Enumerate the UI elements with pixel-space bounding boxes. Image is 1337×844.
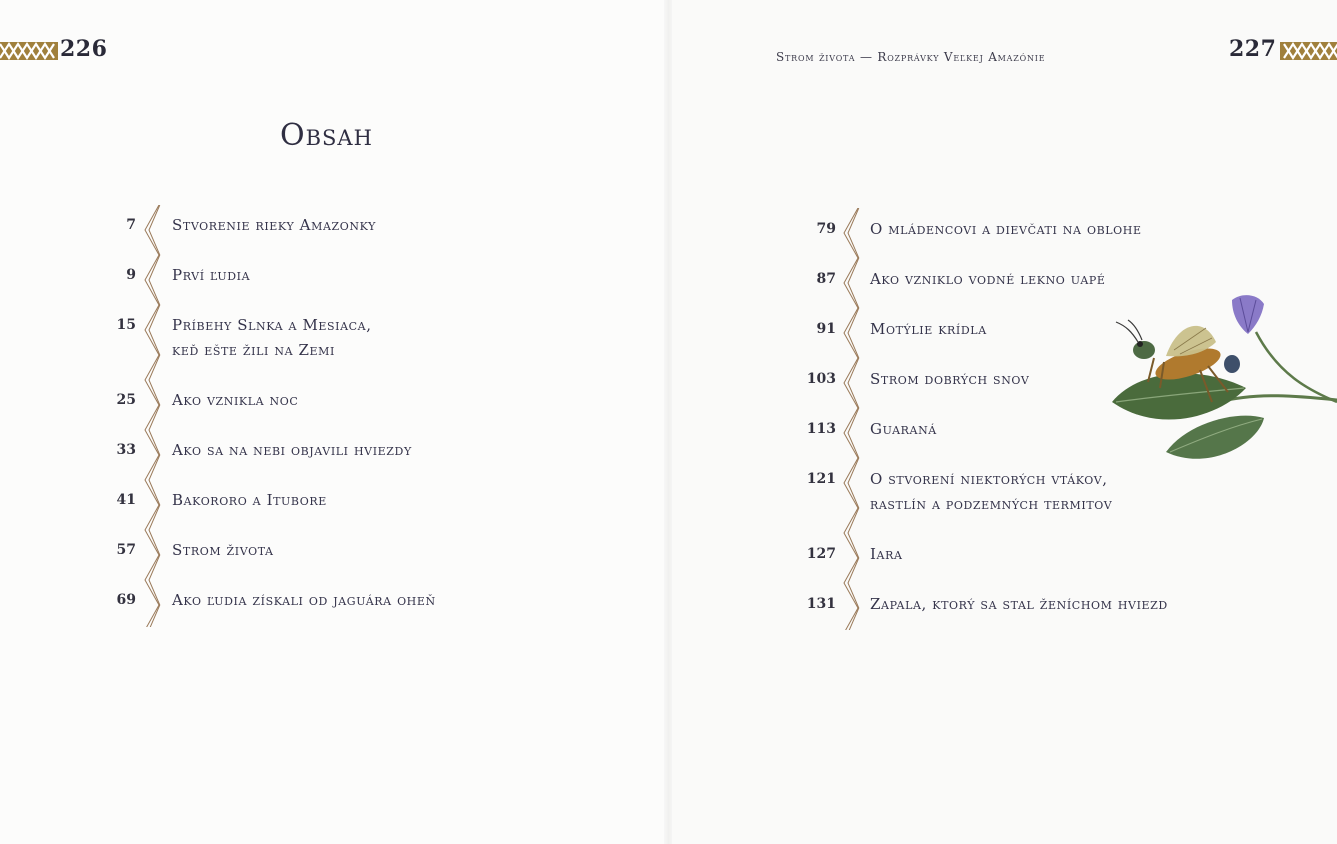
braid-ornament-left-icon [0, 40, 58, 62]
toc-entry-title[interactable]: Zapala, ktorý sa stal ženíchom hviezd [870, 595, 1168, 613]
toc-entry-title[interactable]: Iara [870, 545, 903, 563]
grasshopper-illustration-icon [1108, 292, 1337, 482]
zigzag-line [844, 208, 858, 630]
toc-page-number: 25 [116, 392, 136, 408]
toc-page-number: 9 [126, 267, 136, 283]
toc-page-number: 113 [806, 421, 836, 437]
toc-entry-title[interactable]: Ako ľudia získali od jaguára oheň [172, 591, 436, 609]
book-gutter [664, 0, 672, 844]
toc-page-number: 79 [816, 221, 836, 237]
toc-entry-title[interactable]: Strom dobrých snov [870, 370, 1030, 388]
zigzag-line [145, 205, 159, 627]
toc-entry-title[interactable]: Stvorenie rieky Amazonky [172, 216, 376, 234]
right-page-number: 227 [1229, 36, 1277, 62]
toc-page-number: 57 [116, 542, 136, 558]
toc-entry-title[interactable]: Bakororo a Itubore [172, 491, 327, 509]
toc-entry-title[interactable]: Prví ľudia [172, 266, 251, 284]
toc-page-number: 69 [116, 592, 136, 608]
running-head: Strom života — Rozprávky Veľkej Amazónie [776, 50, 1046, 64]
toc-page-number: 131 [806, 596, 836, 612]
toc-entry-title[interactable]: Príbehy Slnka a Mesiaca, [172, 316, 372, 334]
toc-page-number: 103 [806, 371, 836, 387]
toc-entry-title[interactable]: Ako sa na nebi objavili hviezdy [172, 441, 412, 459]
toc-page-number: 33 [116, 442, 136, 458]
left-page-number: 226 [60, 36, 108, 62]
toc-page-number: 91 [816, 321, 836, 337]
toc-page-number: 7 [126, 217, 136, 233]
toc-entry-title[interactable]: keď ešte žili na Zemi [172, 341, 335, 359]
zigzag-divider-right [840, 208, 864, 630]
toc-entry-title[interactable]: Ako vznikla noc [172, 391, 299, 409]
toc-page-number: 87 [816, 271, 836, 287]
toc-page-number: 127 [806, 546, 836, 562]
toc-page-number: 41 [116, 492, 136, 508]
page-title: Obsah [280, 118, 373, 153]
toc-entry-title[interactable]: Motýlie krídla [870, 320, 987, 338]
toc-page-number: 121 [806, 471, 836, 487]
braid-ornament-right-icon [1280, 40, 1337, 62]
toc-entry-title[interactable]: rastlín a podzemných termitov [870, 495, 1113, 513]
toc-entry-title[interactable]: Strom života [172, 541, 274, 559]
zigzag-divider-left [141, 205, 165, 627]
toc-page-number: 15 [116, 317, 136, 333]
toc-entry-title[interactable]: O stvorení niektorých vtákov, [870, 470, 1108, 488]
toc-entry-title[interactable]: Guaraná [870, 420, 937, 438]
toc-entry-title[interactable]: O mládencovi a dievčati na oblohe [870, 220, 1142, 238]
toc-entry-title[interactable]: Ako vzniklo vodné lekno uapé [870, 270, 1106, 288]
